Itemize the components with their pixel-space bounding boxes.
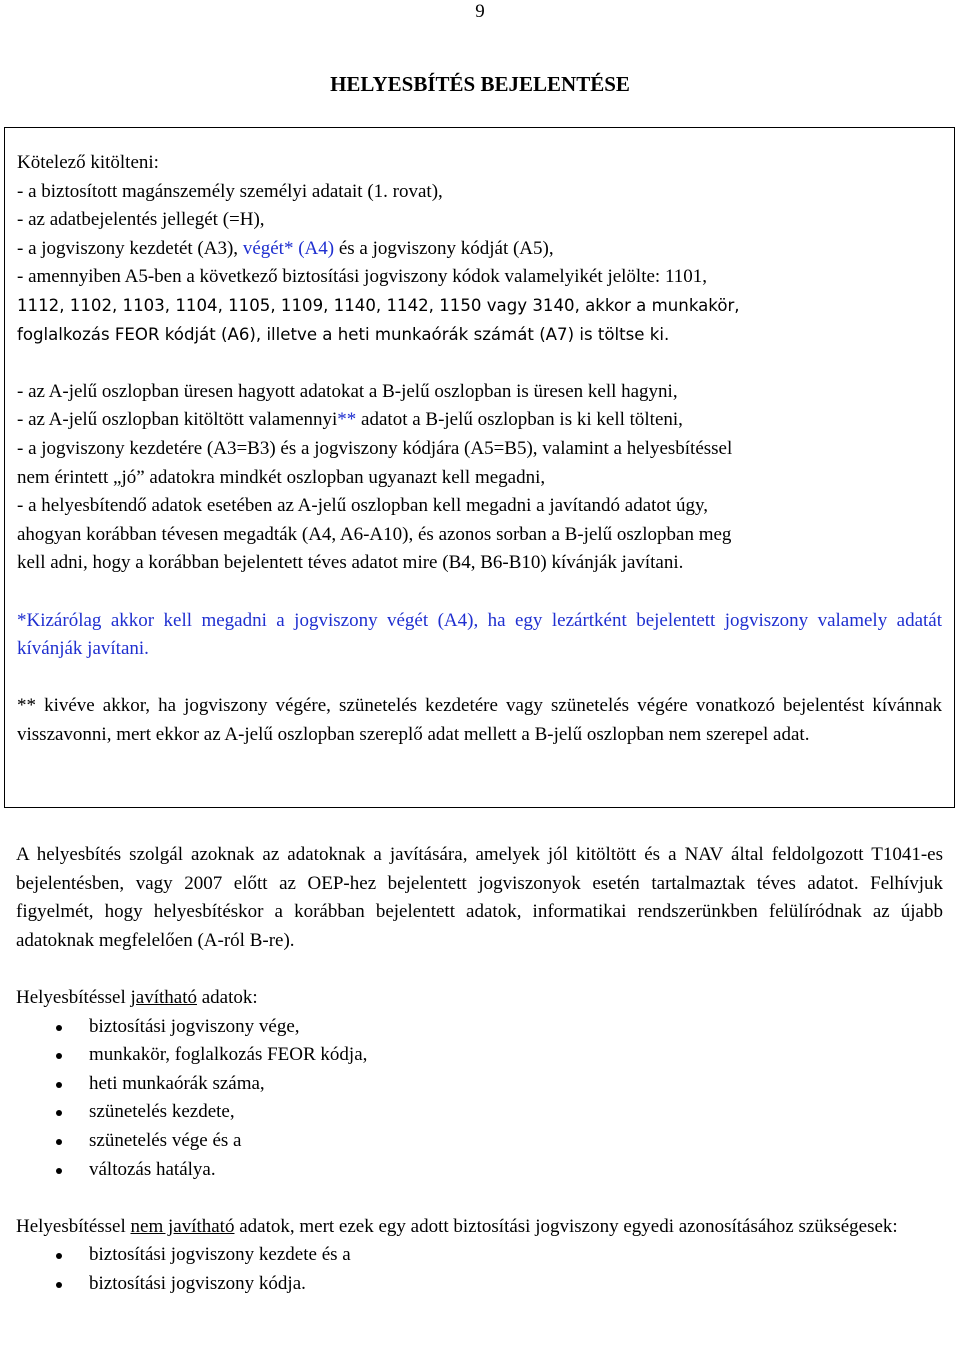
filled-text-start: - az A-jelű oszlopban kitöltött valamennyi xyxy=(17,409,338,431)
not-correctable-heading xyxy=(16,1213,943,1242)
rule-correction-line3: kell adni, hogy a korábban bejelentett téves adatot mire (B4, B6-B10) kívánják javítani. xyxy=(17,552,684,574)
intro-paragraph: A helyesbítés szolgál azoknak az adatoknak a javítására, amelyek jól kitöltött és a NAV által feldolgozott T1041-es bejelentésben, vagy 2007 előtt az OEP-hez bejelentett jogviszonyok esetén tartalmaztak téves adatot. Felhívjuk figyelmét, hogy helyesbítéskor a korábban bejelentett adatok, informatikai rendszerünkben felülíródnak az újabb adatoknak megfelelően (A-ról B-re). xyxy=(16,844,943,951)
required-item-personal-data: - a biztosított magánszemély személyi adatait (1. rovat), xyxy=(17,180,443,202)
dates-text-end: és a jogviszony kódját (A5), xyxy=(334,237,554,259)
list-item: változás hatálya. xyxy=(16,1156,943,1185)
list-item: biztosítási jogviszony vége, xyxy=(16,1013,943,1042)
dates-text-start: - a jogviszony kezdetét (A3), xyxy=(17,237,243,259)
correctable-list xyxy=(16,1013,943,1185)
list-item: szünetelés kezdete, xyxy=(16,1098,943,1127)
list-item: biztosítási jogviszony kezdete és a xyxy=(16,1241,943,1270)
list-item: biztosítási jogviszony kódja. xyxy=(16,1270,943,1299)
filled-text-end: adatot a B-jelű oszlopban is ki kell tölteni, xyxy=(356,409,683,431)
correctable-heading xyxy=(16,984,943,1013)
not-correctable-prefix: Helyesbítéssel xyxy=(16,1215,131,1237)
main-content xyxy=(16,841,943,1299)
instructions-content xyxy=(17,149,942,749)
double-star-footnote: ** kivéve akkor, ha jogviszony végére, szünetelés kezdetére vagy szünetelés végére vonatkozó bejelentést kívánnak visszavonni, mert ekkor az A-jelű oszlopban szereplő adat mellett a B-jelű oszlopban nem szerepel adat. xyxy=(17,695,942,745)
list-item: szünetelés vége és a xyxy=(16,1127,943,1156)
list-item: heti munkaórák száma, xyxy=(16,1070,943,1099)
rule-empty-columns: - az A-jelű oszlopban üresen hagyott adatokat a B-jelű oszlopban is üresen kell hagyni, xyxy=(17,380,678,402)
rule-filled-columns xyxy=(17,406,942,435)
not-correctable-list xyxy=(16,1241,943,1298)
double-star-note-ref: ** xyxy=(337,409,357,431)
required-item-dates xyxy=(17,235,942,264)
page-title: HELYESBÍTÉS BEJELENTÉSE xyxy=(330,72,630,96)
correctable-suffix: adatok: xyxy=(197,986,258,1008)
required-item-codes-line1: - amennyiben A5-ben a következő biztosítási jogviszony kódok valamelyikét jelölte: 1101, xyxy=(17,266,707,288)
rule-correction-line2: ahogyan korábban tévesen megadták (A4, A6-A10), és azonos sorban a B-jelű oszlopban meg xyxy=(17,523,732,545)
not-correctable-underlined: nem javítható xyxy=(130,1215,235,1237)
not-correctable-suffix: adatok, mert ezek egy adott biztosítási jogviszony egyedi azonosításához szükségesek: xyxy=(234,1215,898,1237)
correctable-prefix: Helyesbítéssel xyxy=(16,986,131,1008)
required-heading: Kötelező kitölteni: xyxy=(17,152,159,173)
rule-same-values-line2: nem érintett „jó” adatokra mindkét oszlopban ugyanazt kell megadni, xyxy=(17,466,546,488)
end-date-note-ref: végét* (A4) xyxy=(242,237,335,259)
rule-same-values-line1: - a jogviszony kezdetére (A3=B3) és a jogviszony kódjára (A5=B5), valamint a helyesbítéssel xyxy=(17,437,733,459)
required-item-codes-line2: 1112, 1102, 1103, 1104, 1105, 1109, 1140, 1142, 1150 vagy 3140, akkor a munkakör, xyxy=(17,295,740,315)
page-number: 9 xyxy=(475,1,485,22)
required-item-codes-line3: foglalkozás FEOR kódját (A6), illetve a heti munkaórák számát (A7) is töltse ki. xyxy=(17,324,670,344)
required-item-report-type: - az adatbejelentés jellegét (=H), xyxy=(17,209,265,231)
instructions-box xyxy=(4,127,955,808)
correctable-underlined: javítható xyxy=(130,986,197,1008)
list-item: munkakör, foglalkozás FEOR kódja, xyxy=(16,1041,943,1070)
star-footnote: *Kizárólag akkor kell megadni a jogviszony végét (A4), ha egy lezártként bejelentett jogviszony valamely adatát kívánják javítani. xyxy=(17,609,942,660)
rule-correction-line1: - a helyesbítendő adatok esetében az A-jelű oszlopban kell megadni a javítandó adatot úgy, xyxy=(17,495,708,517)
